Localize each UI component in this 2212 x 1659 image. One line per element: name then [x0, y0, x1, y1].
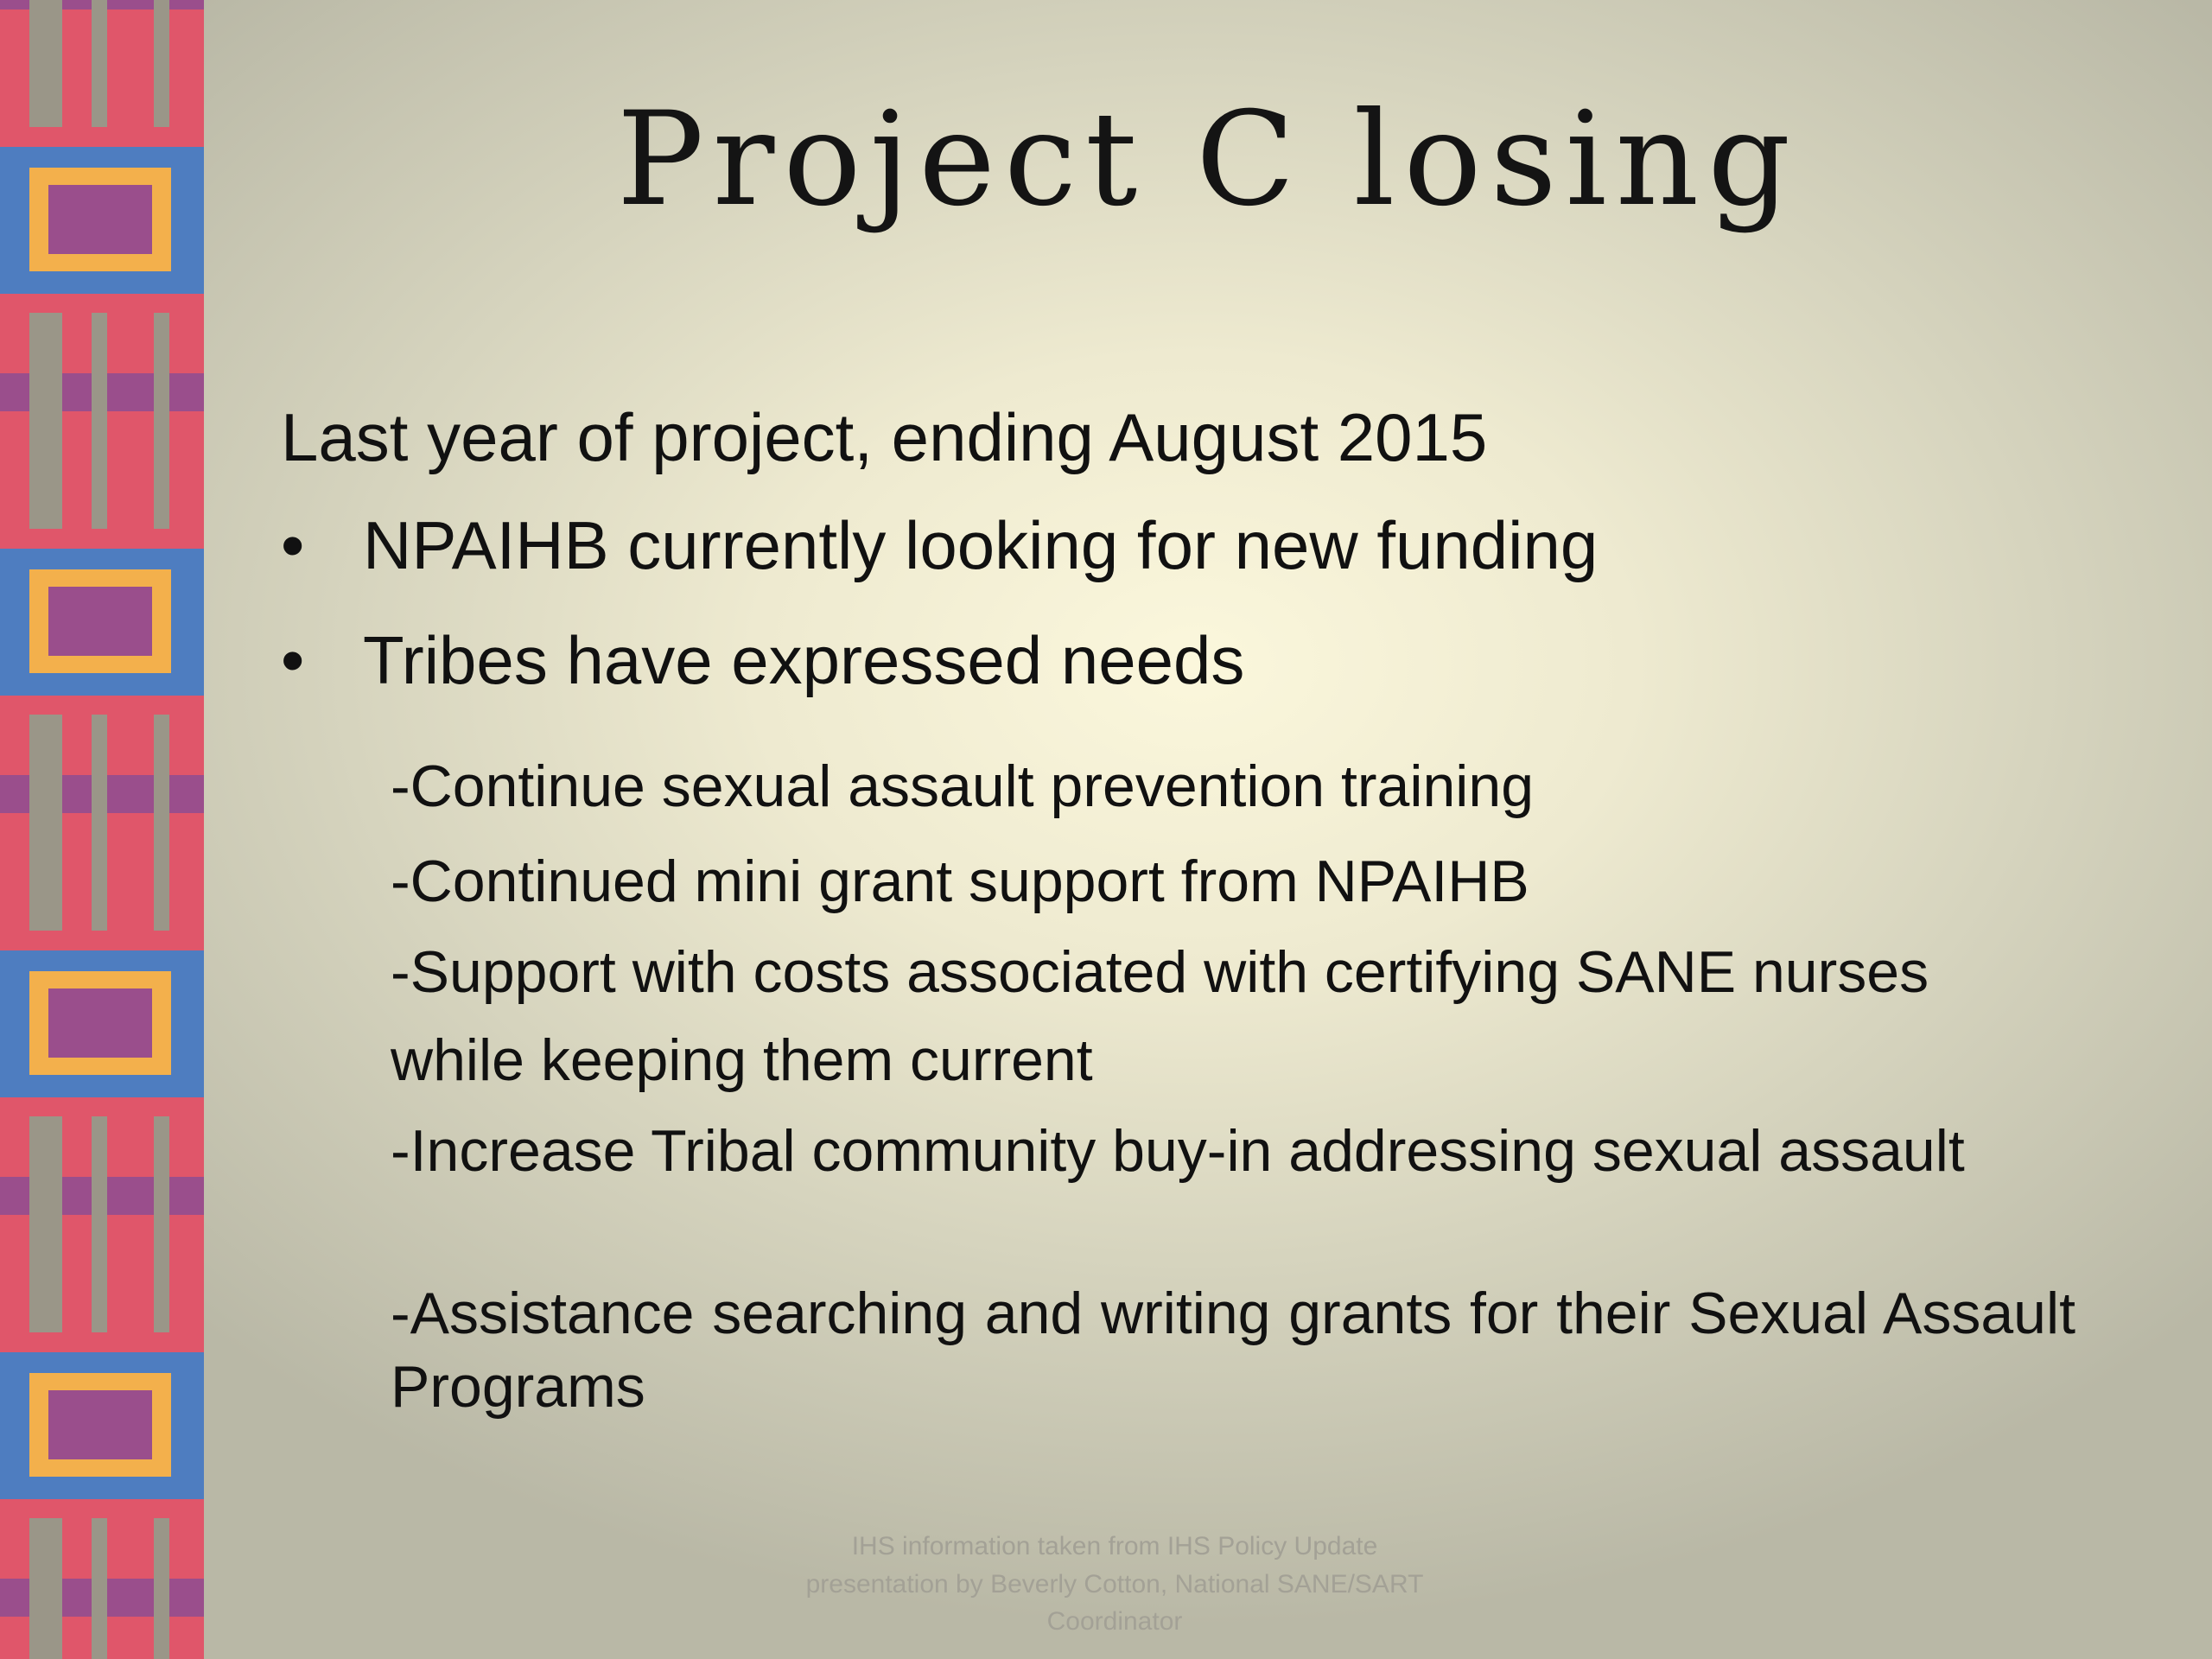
footnote-line: presentation by Beverly Cotton, National SANE/SART [805, 1569, 1424, 1599]
pattern-gray-bar [92, 313, 107, 529]
decorative-side-pattern [0, 0, 204, 1659]
footnote-line: IHS information taken from IHS Policy Update [851, 1532, 1378, 1560]
pattern-gray-bar [29, 313, 62, 529]
bullet-item [281, 505, 1598, 587]
sub-item: -Continue sexual assault prevention training [391, 753, 1535, 819]
pattern-gray-bar [29, 1116, 62, 1332]
bullet-dot: • [281, 622, 305, 698]
pattern-purple-center [48, 1390, 152, 1459]
pattern-gray-bar [154, 313, 169, 529]
slide-title: Project C losing [616, 85, 1800, 235]
footnote-line: Coordinator [1046, 1607, 1183, 1636]
sub-item: -Increase Tribal community buy-in addressing sexual assault [391, 1118, 1965, 1184]
pattern-gray-bar [154, 1518, 169, 1659]
bullet-text: Tribes have expressed needs [363, 622, 1245, 698]
pattern-gray-bar [29, 715, 62, 931]
bullet-item [281, 620, 1244, 702]
pattern-gray-bar [154, 0, 169, 127]
pattern-purple-center [48, 988, 152, 1058]
pattern-gray-bar [92, 715, 107, 931]
pattern-purple-center [48, 185, 152, 254]
bullet-text: NPAIHB currently looking for new funding [363, 507, 1599, 583]
pattern-gray-bar [154, 715, 169, 931]
pattern-gray-bar [154, 1116, 169, 1332]
pattern-gray-bar [92, 1116, 107, 1332]
pattern-gray-bar [29, 1518, 62, 1659]
pattern-gray-bar [29, 0, 62, 127]
pattern-gray-bar [92, 1518, 107, 1659]
bullet-dot: • [281, 507, 305, 583]
sub-item: -Assistance searching and writing grants for their Sexual Assault Programs [391, 1281, 2075, 1420]
pattern-purple-center [48, 587, 152, 656]
sub-item-continuation: while keeping them current [391, 1027, 1093, 1093]
source-footnote [778, 1528, 1452, 1641]
sub-item: -Support with costs associated with certifying SANE nurses [391, 939, 1929, 1005]
sub-item: -Continued mini grant support from NPAIHB [391, 849, 1529, 914]
pattern-gray-bar [92, 0, 107, 127]
intro-line: Last year of project, ending August 2015 [281, 399, 1488, 475]
